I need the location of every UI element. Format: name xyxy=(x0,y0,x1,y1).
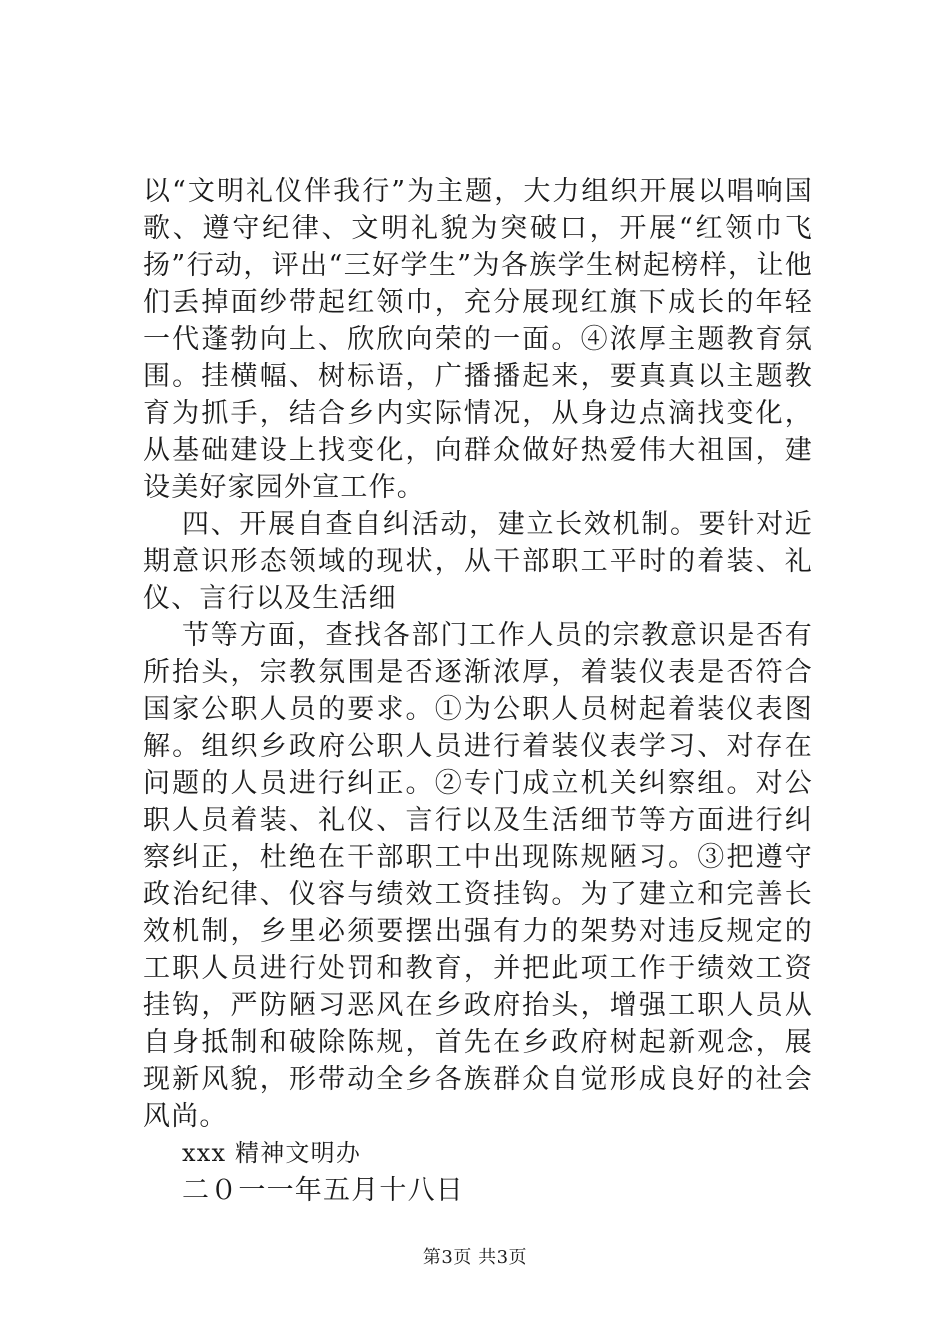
document-body xyxy=(143,173,813,1209)
paragraph-continuation: 以“文明礼仪伴我行”为主题，大力组织开展以唱响国歌、遵守纪律、文明礼貌为突破口，开展“红领巾飞扬”行动，评出“三好学生”为各族学生树起榜样，让他们丢掉面纱带起红领巾，充分展现红旗下成长的年轻一代蓬勃向上、欣欣向荣的一面。④浓厚主题教育氛围。挂横幅、树标语，广播播起来，要真真以主题教育为抓手，结合乡内实际情况，从身边点滴找变化，从基础建设上找变化，向群众做好热爱伟大祖国，建设美好家园外宣工作。 xyxy=(143,176,813,503)
signature-organization: xxx 精神文明办 xyxy=(182,1139,362,1167)
page-footer xyxy=(0,1243,950,1269)
signature-date: 二０一一年五月十八日 xyxy=(182,1175,464,1206)
paragraph-measures: 节等方面，查找各部门工作人员的宗教意识是否有所抬头，宗教氛围是否逐渐浓厚，着装仪表是否符合国家公职人员的要求。①为公职人员树起着装仪表图解。组织乡政府公职人员进行着装仪表学习、对存在问题的人员进行纠正。②专门成立机关纠察组。对公职人员着装、礼仪、言行以及生活细节等方面进行纠察纠正，杜绝在干部职工中出现陈规陋习。③把遵守政治纪律、仪容与绩效工资挂钩。为了建立和完善长效机制，乡里必须要摆出强有力的架势对违反规定的工职人员进行处罚和教育，并把此项工作于绩效工资挂钩，严防陋习恶风在乡政府抬头，增强工职人员从自身抵制和破除陈规，首先在乡政府树起新观念，展现新风貌，形带动全乡各族群众自觉形成良好的社会风尚。 xyxy=(143,620,813,1132)
paragraph-section-four: 四、开展自查自纠活动，建立长效机制。要针对近期意识形态领域的现状，从干部职工平时的着装、礼仪、言行以及生活细 xyxy=(143,509,813,614)
page-number: 第3页 共3页 xyxy=(422,1247,528,1268)
